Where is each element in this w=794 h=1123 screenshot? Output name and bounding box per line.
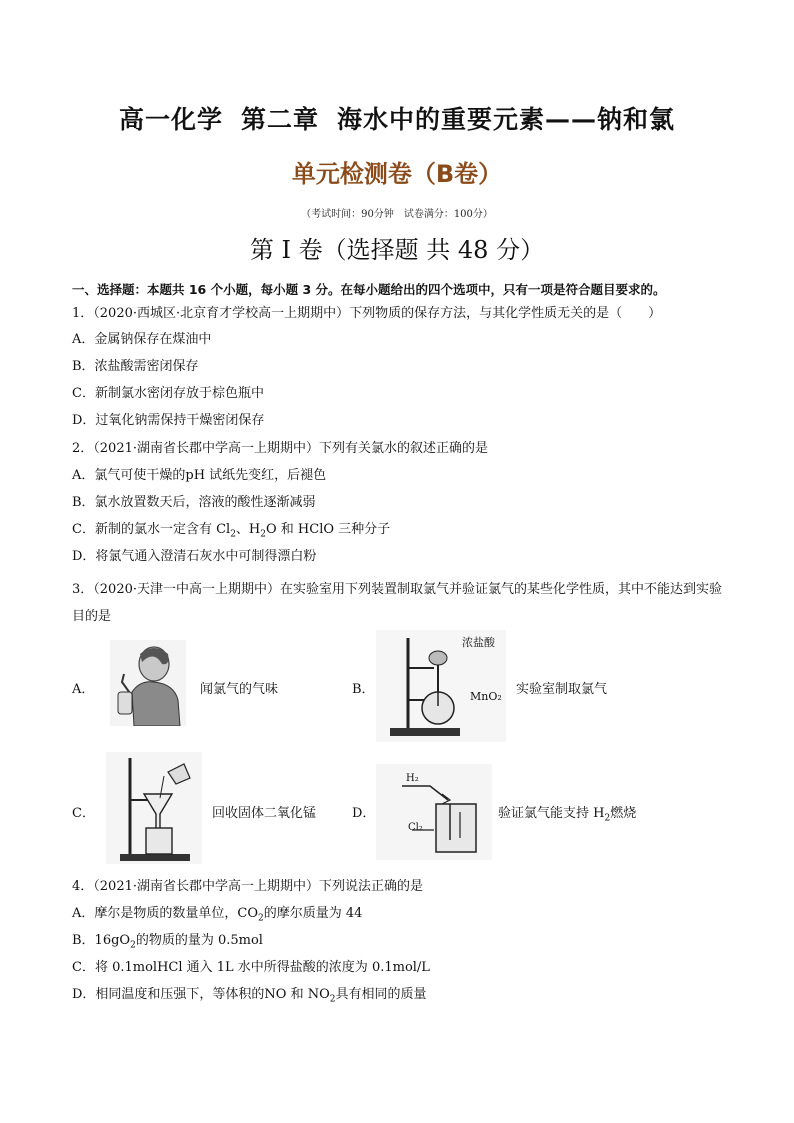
title-topic: 海水中的重要元素——钠和氯 xyxy=(337,105,676,134)
q3-option-a-letter: A． xyxy=(72,682,95,697)
q3-figure-d-label-cl2: Cl₂ xyxy=(408,822,423,833)
q3-figure-b-label-hcl: 浓盐酸 xyxy=(462,636,495,649)
document-subtitle: 单元检测卷（B卷） xyxy=(291,160,503,188)
q3-option-b-letter: B． xyxy=(352,682,375,697)
q3-stem: 3．（2020·天津一中高一上期期中）在实验室用下列装置制取氯气并验证氯气的某些化学性质，其中不能达到实验目的是 xyxy=(72,582,722,624)
q1-option-d: D．过氧化钠需保持干燥密闭保存 xyxy=(72,413,265,428)
section-heading: 第 I 卷（选择题 共 48 分） xyxy=(249,236,545,264)
q3-option-d-letter: D． xyxy=(352,806,376,821)
q4-option-d: D．相同温度和压强下，等体积的NO 和 $NO_2$具有相同的质量 xyxy=(72,987,427,1005)
title-chapter: 第二章 xyxy=(240,105,319,134)
q4-option-c: C．将 0.1molHCl 通入 1L 水中所得盐酸的浓度为 0.1mol/L xyxy=(72,960,430,975)
q3-figure-d-label-h2: H₂ xyxy=(406,773,419,784)
q4-option-b: B．$16gO_2$的物质的量为 0.5mol xyxy=(72,933,263,951)
q3-option-b-caption: 实验室制取氯气 xyxy=(516,682,608,697)
q2-stem: 2．（2021·湖南省长郡中学高一上期期中）下列有关氯水的叙述正确的是 xyxy=(72,441,488,456)
q2-option-a: A．氯气可使干燥的pH 试纸先变红，后褪色 xyxy=(72,468,327,483)
q3-figure-c xyxy=(106,752,202,864)
q2-option-d: D．将氯气通入澄清石灰水中可制得漂白粉 xyxy=(72,549,317,564)
q2-option-c: C．新制的氯水一定含有 $Cl_2$、$H_2O$ 和 HClO 三种分子 xyxy=(72,522,391,540)
q2-option-b: B．氯水放置数天后，溶液的酸性逐渐减弱 xyxy=(72,495,316,510)
q3-option-d-caption: 验证氯气能支持 $H_2$燃烧 xyxy=(498,806,637,824)
q4-option-a: A．摩尔是物质的数量单位，$CO_2$的摩尔质量为 44 xyxy=(72,906,363,924)
title-subject: 高一化学 xyxy=(118,105,223,134)
instructions: 一、选择题：本题共 16 个小题，每小题 3 分。在每小题给出的四个选项中，只有一项是符合题目要求的。 xyxy=(72,282,666,297)
exam-meta: （考试时间：90分钟 试卷满分：100分） xyxy=(301,209,493,220)
q1-option-a: A．金属钠保存在煤油中 xyxy=(72,332,212,347)
q1-option-b: B．浓盐酸需密闭保存 xyxy=(72,359,199,374)
q3-figure-b-label-mno2: MnO₂ xyxy=(470,690,502,703)
q3-option-a-caption: 闻氯气的气味 xyxy=(200,682,279,697)
q3-figure-d xyxy=(376,764,492,860)
q1-stem: 1．（2020·西城区·北京育才学校高一上期期中）下列物质的保存方法，与其化学性质无关的是（ ） xyxy=(72,306,662,321)
q3-figure-a xyxy=(110,640,186,726)
q3-option-c-caption: 回收固体二氧化锰 xyxy=(212,806,317,821)
q4-stem: 4．（2021·湖南省长郡中学高一上期期中）下列说法正确的是 xyxy=(72,879,423,894)
document-title xyxy=(0,100,794,136)
q3-option-c-letter: C． xyxy=(72,806,95,821)
q1-option-c: C．新制氯水密闭存放于棕色瓶中 xyxy=(72,386,264,401)
